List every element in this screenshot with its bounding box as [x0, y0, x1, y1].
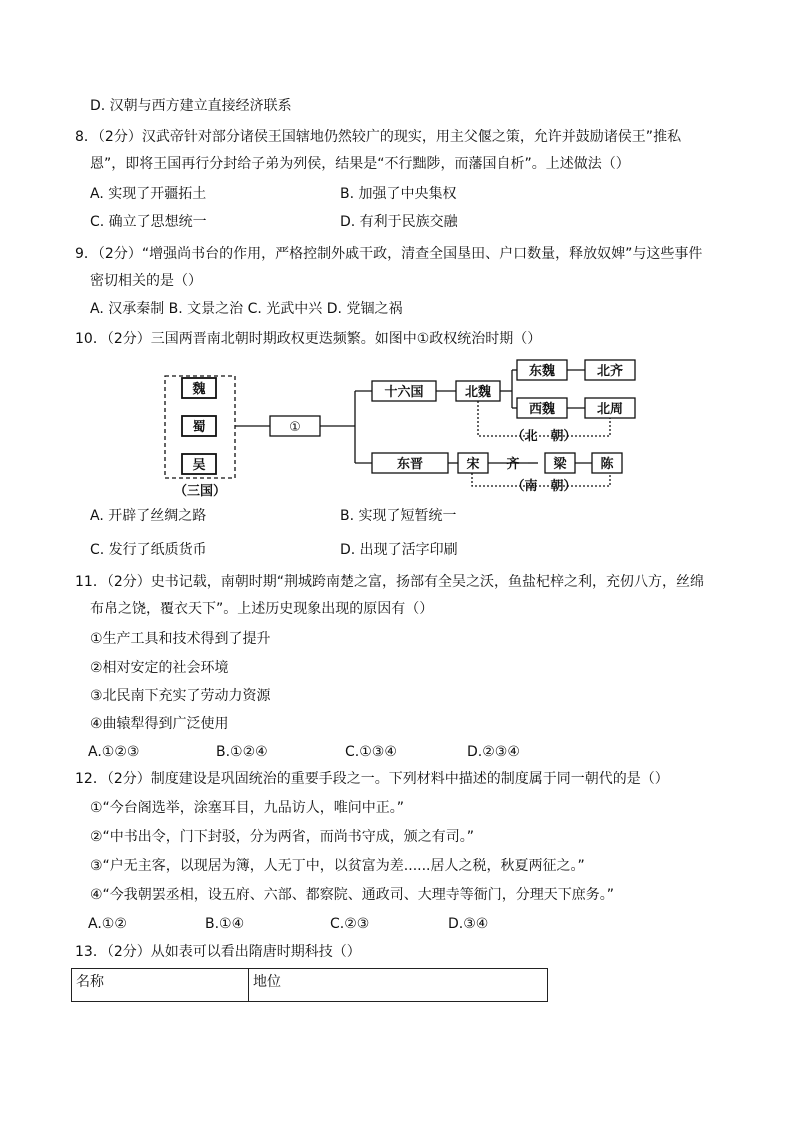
q12-option-d: D.③④ — [448, 916, 489, 932]
q12-option-c: C.②③ — [330, 916, 370, 932]
q9-stem-line1: 9．（2分）“增强尚书台的作用，严格控制外戚干政，清查全国垦田、户口数量，释放奴婢”与这些事件 — [75, 246, 703, 262]
q11-stem-line1: 11．（2分）史书记载，南朝时期“荆城跨南楚之富，扬部有全吴之沃，鱼盐杞梓之利，充仞八方，丝绵 — [75, 574, 704, 590]
node-wu: 吴 — [192, 458, 206, 473]
three-kingdoms-label: （三国） — [173, 484, 227, 499]
q11-item-3: ③北民南下充实了劳动力资源 — [90, 688, 271, 704]
q12-item-1: ①“今台阁选举，涂塞耳目，九品访人，唯问中正。” — [90, 800, 405, 816]
node-shu: 蜀 — [192, 420, 206, 435]
q12-item-2: ②“中书出令，门下封驳，分为两省，而尚书守成，颁之有司。” — [90, 829, 475, 845]
q12-stem: 12．（2分）制度建设是巩固统治的重要手段之一。下列材料中描述的制度属于同一朝代的是（） — [75, 771, 669, 787]
q11-option-b: B.①②④ — [216, 744, 268, 760]
q8-option-a: A. 实现了开疆拓土 — [90, 186, 207, 202]
q9-options: A. 汉承秦制 B. 文景之治 C. 光武中兴 D. 党锢之祸 — [90, 301, 403, 317]
q11-stem-line2: 布帛之饶，覆衣天下”。上述历史现象出现的原因有（） — [90, 601, 434, 617]
q13-table — [71, 968, 548, 1002]
southern-dynasties-label: （南 朝） — [511, 479, 577, 494]
q10-option-c: C. 发行了纸质货币 — [90, 542, 207, 558]
q8-stem-line2: 恩”，即将王国再行分封给子弟为列侯，结果是“不行黜陟，而藩国自析”。上述做法（） — [90, 156, 630, 172]
q11-item-1: ①生产工具和技术得到了提升 — [90, 631, 271, 647]
q12-item-4: ④“今我朝罢丞相，设五府、六部、都察院、通政司、大理寺等衙门，分理天下庶务。” — [90, 887, 615, 903]
table-header-name: 名称 — [72, 969, 249, 1002]
q11-option-c: C.①③④ — [345, 744, 397, 760]
node-chen: 陈 — [600, 457, 614, 472]
q12-item-3: ③“户无主客，以现居为簿，人无丁中，以贫富为差......居人之税，秋夏两征之。” — [90, 858, 585, 874]
q11-item-4: ④曲辕犁得到广泛使用 — [90, 716, 229, 732]
q10-option-d: D. 出现了活字印刷 — [340, 542, 458, 558]
node-wei: 魏 — [192, 382, 206, 397]
q12-option-b: B.①④ — [205, 916, 245, 932]
table-header-status: 地位 — [249, 969, 548, 1002]
q11-item-2: ②相对安定的社会环境 — [90, 660, 229, 676]
q12-option-a: A.①② — [88, 916, 127, 932]
northern-dynasties-label: （北 朝） — [511, 429, 577, 444]
q10-option-a: A. 开辟了丝绸之路 — [90, 508, 207, 524]
q8-option-c: C. 确立了思想统一 — [90, 214, 207, 230]
q10-stem: 10．（2分）三国两晋南北朝时期政权更迭频繁。如图中①政权统治时期（） — [75, 331, 542, 347]
q11-option-a: A.①②③ — [88, 744, 140, 760]
q10-dynasty-diagram — [160, 358, 650, 500]
node-qi: 齐 — [506, 457, 520, 472]
q7-option-d: D. 汉朝与西方建立直接经济联系 — [90, 98, 292, 114]
node-unknown: ① — [289, 420, 301, 435]
node-eastern-jin: 东晋 — [396, 457, 424, 472]
node-song: 宋 — [466, 457, 480, 472]
table-row — [72, 969, 548, 1002]
node-north-zhou: 北周 — [596, 402, 624, 417]
node-northern-wei: 北魏 — [464, 385, 492, 400]
q8-stem-line1: 8．（2分）汉武帝针对部分诸侯王国辖地仍然较广的现实，用主父偃之策，允许并鼓励诸侯王”推私 — [75, 129, 682, 145]
node-west-wei: 西魏 — [528, 402, 556, 417]
q13-stem: 13．（2分）从如表可以看出隋唐时期科技（） — [75, 944, 361, 960]
q9-stem-line2: 密切相关的是（） — [90, 273, 202, 289]
node-east-wei: 东魏 — [528, 364, 556, 379]
q11-option-d: D.②③④ — [467, 744, 520, 760]
node-liang: 梁 — [553, 457, 567, 472]
q10-option-b: B. 实现了短暂统一 — [340, 508, 457, 524]
q8-option-b: B. 加强了中央集权 — [340, 186, 457, 202]
node-north-qi: 北齐 — [596, 364, 624, 379]
q8-option-d: D. 有利于民族交融 — [340, 214, 458, 230]
node-sixteen-kingdoms: 十六国 — [384, 385, 424, 400]
